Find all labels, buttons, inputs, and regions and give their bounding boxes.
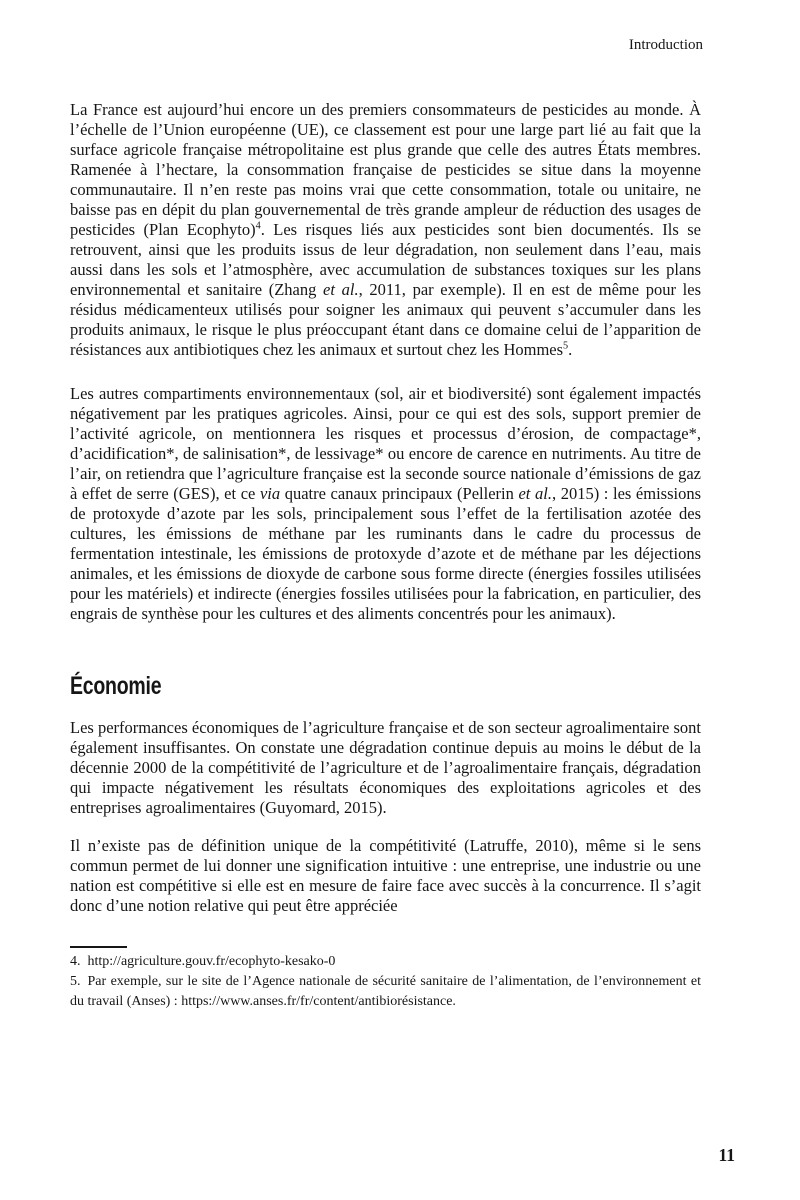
paragraph-performances-economiques [70, 718, 701, 818]
text-segment: Les performances économiques de l’agriculture française et de son secteur agroalimentaire sont également insuffisantes. On constate une dégradation continue depuis au moins le début de la décennie 2000 de la compétitivité de l’agriculture et de l’agroalimentaire français, dégradation qui impacte négativement les résultats économiques des exploitations agricoles et des entreprises agroalimentaires (Guyomard, 2015). [70, 718, 701, 817]
text-segment: La France est aujourd’hui encore un des premiers consommateurs de pesticides au monde. À l’échelle de l’Union européenne (UE), ce classement est pour une large part lié au fait que la surface agricole française métropolitaine est plus grande que celle des autres États membres. Ramenée à l’hectare, la consommation française de pesticides se situe dans la moyenne communautaire. Il n’en reste pas moins vrai que cette consommation, totale ou unitaire, ne baisse pas en dépit du plan gouvernemental de très grande ampleur de réduction des usages de pesticides (Plan Ecophyto) [70, 100, 701, 239]
text-segment: quatre canaux principaux (Pellerin [280, 484, 519, 503]
running-header: Introduction [628, 37, 703, 53]
page-number: 11 [718, 1145, 735, 1165]
text-segment: . [568, 340, 573, 359]
paragraph-pesticides [70, 100, 701, 360]
page-content [70, 100, 701, 1012]
footnote-number: 5. [70, 974, 81, 989]
footnote-text: Par exemple, sur le site de l’Agence nationale de sécurité sanitaire de l’alimentation, de l’environnement et du travail (Anses) : https://www.anses.fr/fr/content/antibiorésistance. [70, 974, 701, 1009]
text-segment: . Les risques liés aux pesticides sont bien documentés. Ils se retrouvent, ainsi que les produits issus de leur dégradation, non seulement dans l’eau, mais aussi dans les sols et l’atmosphère, avec accumulation de substances toxiques sur les plans environnemental et sanitaire (Zhang [70, 220, 701, 299]
footnote-number: 4. [70, 954, 81, 969]
paragraph-competitivite [70, 836, 701, 916]
footnote-separator-rule [70, 946, 127, 948]
italic-text: et al. [323, 280, 359, 299]
text-segment: , 2015) : les émissions de protoxyde d’azote par les sols, principalement sous l’effet de la fertilisation azotée des cultures, les émissions de méthane par les ruminants dans le cadre du processus de fermentation intestinale, les émissions de protoxyde d’azote et de méthane par les déjections animales, et les émissions de dioxyde de carbone sous forme directe (énergies fossiles utilisées pour les matériels) et indirecte (énergies fossiles utilisées pour la fabrication, en particulier, des engrais de synthèse pour les cultures et des aliments concentrés pour les animaux). [70, 484, 702, 623]
footnote-reference: 5 [563, 340, 569, 352]
footnote-item-4 [70, 952, 701, 972]
text-segment: , 2011, par exemple). Il en est de même pour les résidus médicamenteux utilisés pour soigner les animaux qui peuvent s’accumuler dans les produits animaux, le risque le plus préoccupant étant dans ce domaine celui de l’apparition de résistances aux antibiotiques chez les animaux et surtout chez les Hommes [70, 280, 701, 359]
section-heading-economie: Économie [70, 672, 162, 700]
footnotes-section [70, 946, 701, 1012]
text-segment: Les autres compartiments environnementaux (sol, air et biodiversité) sont également impactés négativement par les pratiques agricoles. Ainsi, pour ce qui est des sols, support premier de l’activité agricole, on mentionnera les risques et processus d’érosion, de compactage*, d’acidification*, de salinisation*, de lessivage* ou encore de carence en nutriments. Au titre de l’air, on retiendra que l’agriculture française est la seconde source nationale d’émissions de gaz à effet de serre (GES), et ce [70, 384, 701, 503]
italic-text: et al. [518, 484, 552, 503]
footnote-text: http://agriculture.gouv.fr/ecophyto-kesako-0 [87, 954, 336, 969]
footnote-reference: 4 [255, 220, 261, 232]
italic-text: via [259, 484, 281, 503]
footnote-item-5 [70, 972, 701, 1012]
text-segment: Il n’existe pas de définition unique de la compétitivité (Latruffe, 2010), même si le sens commun permet de lui donner une signification intuitive : une entreprise, une industrie ou une nation est compétitive si elle est en mesure de faire face avec succès à la concurrence. Il s’agit donc d’une notion relative qui peut être appréciée [70, 836, 701, 915]
paragraph-environnement [70, 384, 701, 624]
